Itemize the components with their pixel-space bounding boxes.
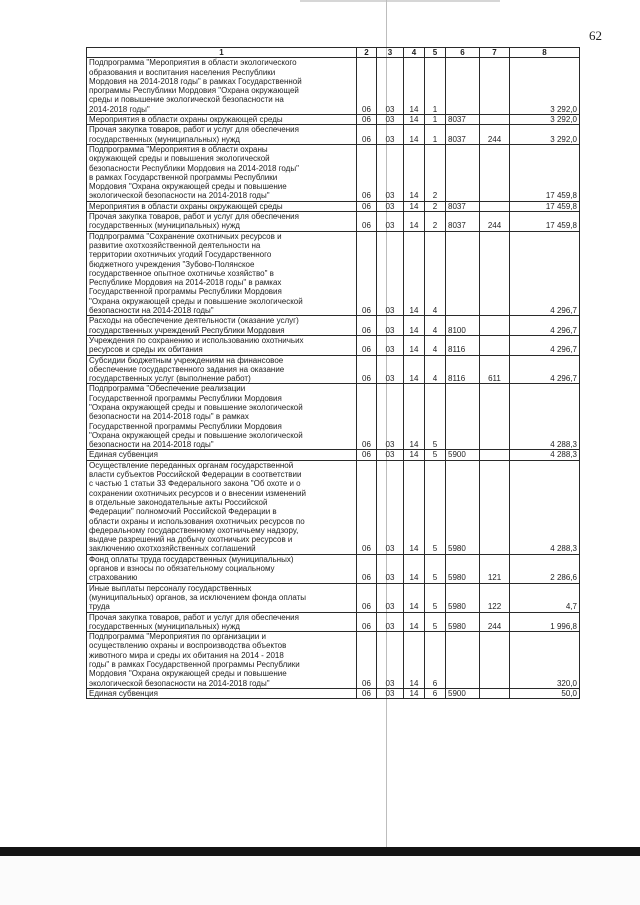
cell-c6 [446,632,480,689]
cell-c4: 14 [404,115,425,125]
table-row [87,231,580,316]
table-row [87,583,580,612]
row-name: Учреждения по сохранению и использованию охотничьих ресурсов и среды их обитания [87,335,357,355]
cell-c2: 06 [357,460,377,554]
row-name: Субсидии бюджетным учреждениям на финансовое обеспечение государственного задания на оказание государственных услуг (выполнение работ) [87,355,357,384]
row-name: Подпрограмма "Сохранение охотничьих ресурсов и развитие охотхозяйственной деятельности на территории охотничьих угодий Государственного бюджетного учреждения "Зубово-Полянское государственное опытное охотничье хозяйство" в Республике Мордовия на 2014-2018 годы" в рамках Государственной программы Республики Мордовия "Охрана окружающей среды и повышение экологической безопасности на 2014-2018 годы" [87,231,357,316]
row-name: Мероприятия в области охраны окружающей среды [87,201,357,211]
column-header: 2 [357,48,377,58]
cell-amount: 4 296,7 [510,335,580,355]
cell-c3: 03 [377,58,404,115]
cell-c2: 06 [357,212,377,232]
cell-c3: 03 [377,115,404,125]
cell-c3: 03 [377,632,404,689]
cell-c6: 8116 [446,355,480,384]
cell-c4: 14 [404,450,425,460]
table-row [87,58,580,115]
cell-c3: 03 [377,212,404,232]
table-row [87,554,580,583]
row-name: Прочая закупка товаров, работ и услуг для обеспечения государственных (муниципальных) нужд [87,125,357,145]
table-row [87,201,580,211]
cell-c2: 06 [357,688,377,698]
table-row [87,316,580,336]
cell-c4: 14 [404,231,425,316]
cell-c5: 4 [425,316,446,336]
cell-amount: 3 292,0 [510,58,580,115]
cell-amount: 4 296,7 [510,355,580,384]
cell-c7 [480,316,510,336]
column-header: 4 [404,48,425,58]
cell-c6 [446,231,480,316]
cell-c7 [480,115,510,125]
cell-c5: 6 [425,688,446,698]
cell-c5: 6 [425,632,446,689]
cell-c5: 4 [425,335,446,355]
cell-c3: 03 [377,583,404,612]
cell-c4: 14 [404,384,425,450]
cell-c5: 1 [425,125,446,145]
row-name: Единая субвенция [87,688,357,698]
cell-c7: 244 [480,125,510,145]
row-name: Прочая закупка товаров, работ и услуг для обеспечения государственных (муниципальных) нужд [87,212,357,232]
table-row [87,144,580,201]
cell-c7: 611 [480,355,510,384]
cell-c5: 2 [425,212,446,232]
cell-c6: 8037 [446,212,480,232]
cell-c6: 8116 [446,335,480,355]
cell-c4: 14 [404,355,425,384]
table-row [87,688,580,698]
column-header: 5 [425,48,446,58]
cell-c4: 14 [404,688,425,698]
cell-c5: 1 [425,58,446,115]
cell-amount: 4 288,3 [510,450,580,460]
column-header: 8 [510,48,580,58]
cell-c3: 03 [377,125,404,145]
page-bottom-margin [0,856,640,905]
cell-c4: 14 [404,58,425,115]
cell-c4: 14 [404,583,425,612]
cell-c4: 14 [404,316,425,336]
table-row [87,355,580,384]
cell-c7 [480,144,510,201]
cell-c6: 5980 [446,460,480,554]
row-name: Иные выплаты персоналу государственных (муниципальных) органов, за исключением фонда оплаты труда [87,583,357,612]
cell-c7 [480,450,510,460]
row-name: Подпрограмма "Обеспечение реализации Государственной программы Республики Мордовия "Охрана окружающей среды и повышение экологической безопасности на 2014-2018 годы" в рамках Государственной программы Республики Мордовия "Охрана окружающей среды и повышение экологической безопасности на 2014-2018 годы" [87,384,357,450]
cell-c5: 5 [425,384,446,450]
row-name: Мероприятия в области охраны окружающей среды [87,115,357,125]
cell-c4: 14 [404,632,425,689]
cell-c4: 14 [404,212,425,232]
row-name: Единая субвенция [87,450,357,460]
cell-c2: 06 [357,450,377,460]
cell-c2: 06 [357,144,377,201]
cell-c4: 14 [404,460,425,554]
cell-c7: 121 [480,554,510,583]
cell-c4: 14 [404,335,425,355]
cell-amount: 2 286,6 [510,554,580,583]
table-row [87,115,580,125]
cell-c3: 03 [377,450,404,460]
table-row [87,125,580,145]
cell-c6: 8037 [446,201,480,211]
cell-c5: 2 [425,201,446,211]
page-number: 62 [589,28,602,43]
row-name: Подпрограмма "Мероприятия в области охраны окружающей среды и повышения экологической безопасности Республики Мордовия на 2014-2018 годы" в рамках Государственной программы Республики Мордовия "Охрана окружающей среды и повышение экологической безопасности на 2014-2018 годы" [87,144,357,201]
row-name: Фонд оплаты труда государственных (муниципальных) органов и взносы по обязательному социальному страхованию [87,554,357,583]
cell-c2: 06 [357,316,377,336]
cell-c5: 5 [425,554,446,583]
column-header: 3 [377,48,404,58]
cell-c5: 4 [425,355,446,384]
column-header: 7 [480,48,510,58]
scan-artifact-top-line [300,0,500,2]
cell-amount: 1 996,8 [510,612,580,632]
row-name: Осуществление переданных органам государственной власти субъектов Российской Федерации в соответствии с частью 1 статьи 33 Федерального закона "Об охоте и о сохранении охотничьих ресурсов и о внесении изменений в отдельные законодательные акты Российской Федерации" полномочий Российской Федерации в области охраны и использования охотничьих ресурсов по федеральному государственному охотничьему надзору, выдаче разрешений на добычу охотничьих ресурсов и заключению охотхозяйственных соглашений [87,460,357,554]
cell-c7: 122 [480,583,510,612]
cell-c3: 03 [377,144,404,201]
cell-c7 [480,384,510,450]
cell-c3: 03 [377,355,404,384]
cell-c6: 5900 [446,688,480,698]
cell-c6: 8100 [446,316,480,336]
scan-border-band [0,847,640,856]
column-header: 6 [446,48,480,58]
budget-table [86,47,580,699]
cell-c6 [446,58,480,115]
cell-amount: 17 459,8 [510,212,580,232]
cell-c6 [446,384,480,450]
table-row [87,450,580,460]
cell-c7: 244 [480,212,510,232]
cell-c2: 06 [357,583,377,612]
cell-c3: 03 [377,384,404,450]
cell-c2: 06 [357,384,377,450]
cell-c2: 06 [357,554,377,583]
cell-c2: 06 [357,115,377,125]
row-name: Подпрограмма "Мероприятия по организации и осуществлению охраны и воспроизводства объектов животного мира и среды их обитания на 2014 - 2018 годы" в рамках Государственной программы Республики Мордовия "Охрана окружающей среды и повышение экологической безопасности на 2014-2018 годы" [87,632,357,689]
cell-c6: 8037 [446,125,480,145]
table-header-row [87,48,580,58]
cell-c5: 1 [425,115,446,125]
cell-c6 [446,144,480,201]
row-name: Расходы на обеспечение деятельности (оказание услуг) государственных учреждений Республики Мордовия [87,316,357,336]
cell-c4: 14 [404,125,425,145]
cell-c3: 03 [377,231,404,316]
column-header: 1 [87,48,357,58]
cell-c6: 5980 [446,583,480,612]
cell-amount: 3 292,0 [510,125,580,145]
cell-c5: 5 [425,583,446,612]
cell-c7 [480,460,510,554]
cell-c3: 03 [377,612,404,632]
cell-c2: 06 [357,335,377,355]
table-row [87,212,580,232]
cell-c3: 03 [377,688,404,698]
row-name: Подпрограмма "Мероприятия в области экологического образования и воспитания населения Республики Мордовия на 2014-2018 годы" в рамках Государственной программы Республики Мордовия "Охрана окружающей среды и повышение экологической безопасности на 2014-2018 годы" [87,58,357,115]
cell-c4: 14 [404,612,425,632]
cell-c4: 14 [404,554,425,583]
table-row [87,384,580,450]
cell-c5: 5 [425,460,446,554]
cell-c3: 03 [377,554,404,583]
cell-c3: 03 [377,201,404,211]
cell-c2: 06 [357,612,377,632]
table-row [87,612,580,632]
cell-c5: 5 [425,612,446,632]
cell-c7 [480,688,510,698]
cell-c2: 06 [357,632,377,689]
table-row [87,632,580,689]
cell-c6: 8037 [446,115,480,125]
cell-c7 [480,632,510,689]
cell-amount: 4 296,7 [510,231,580,316]
cell-c4: 14 [404,201,425,211]
cell-amount: 4 288,3 [510,384,580,450]
cell-c6: 5980 [446,554,480,583]
cell-amount: 4,7 [510,583,580,612]
cell-c2: 06 [357,201,377,211]
cell-c3: 03 [377,335,404,355]
cell-amount: 50,0 [510,688,580,698]
cell-amount: 17 459,8 [510,144,580,201]
cell-amount: 320,0 [510,632,580,689]
cell-c3: 03 [377,460,404,554]
cell-c7 [480,201,510,211]
cell-c6: 5900 [446,450,480,460]
cell-c6: 5980 [446,612,480,632]
cell-amount: 4 296,7 [510,316,580,336]
cell-c2: 06 [357,58,377,115]
cell-c5: 5 [425,450,446,460]
cell-amount: 3 292,0 [510,115,580,125]
cell-c3: 03 [377,316,404,336]
cell-c7 [480,335,510,355]
row-name: Прочая закупка товаров, работ и услуг для обеспечения государственных (муниципальных) нужд [87,612,357,632]
table-row [87,335,580,355]
cell-c7 [480,231,510,316]
table-row [87,460,580,554]
cell-c2: 06 [357,125,377,145]
cell-amount: 17 459,8 [510,201,580,211]
cell-c7 [480,58,510,115]
cell-amount: 4 288,3 [510,460,580,554]
cell-c5: 4 [425,231,446,316]
cell-c2: 06 [357,355,377,384]
cell-c2: 06 [357,231,377,316]
cell-c4: 14 [404,144,425,201]
cell-c7: 244 [480,612,510,632]
cell-c5: 2 [425,144,446,201]
